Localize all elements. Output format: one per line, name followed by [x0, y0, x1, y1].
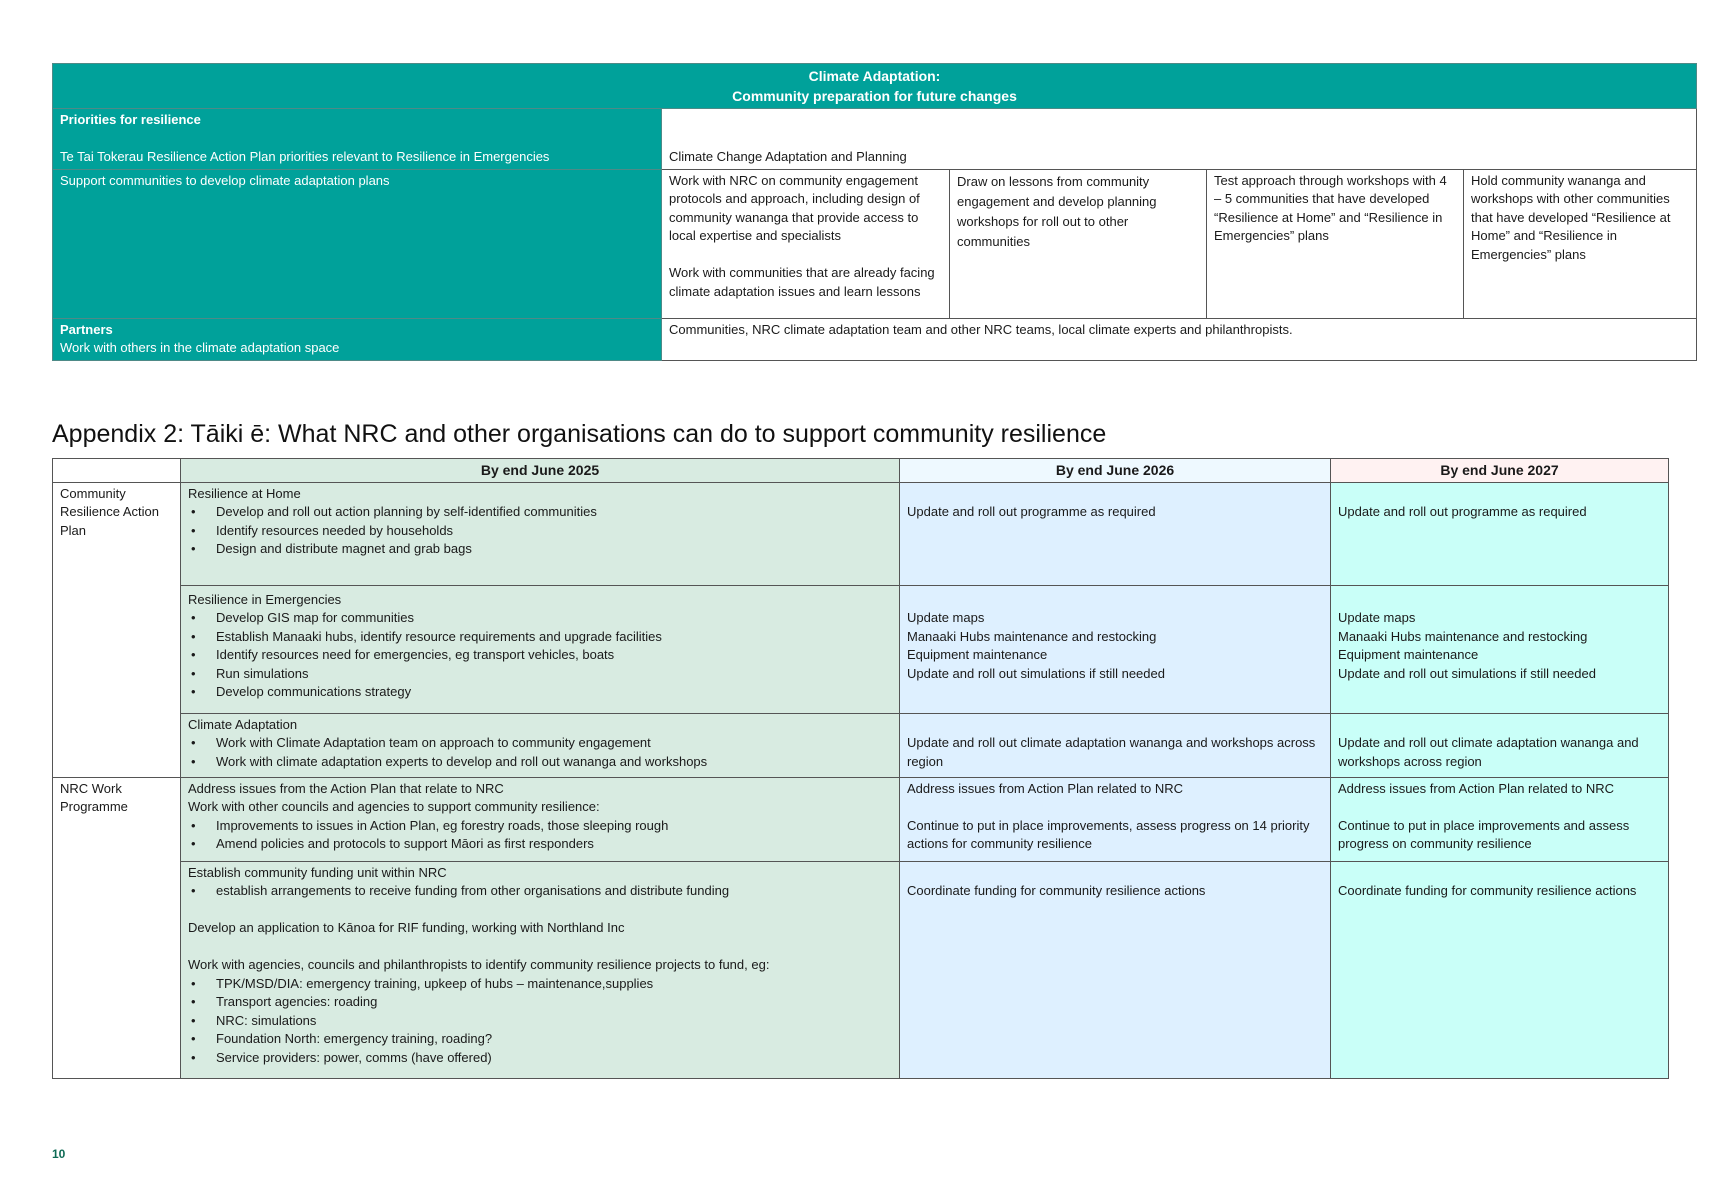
list-item: • Work with Climate Adaptation team on approach to community engagement: [216, 734, 892, 753]
rie-2026: [900, 585, 1331, 713]
list-item: • Develop communications strategy: [216, 683, 892, 702]
priorities-label: Priorities for resilience: [60, 112, 201, 127]
nrc1-list: [188, 817, 892, 854]
climate-col2-text: Draw on lessons from community engagement and develop planning workshops for roll out to other communities: [957, 173, 1157, 249]
rie-2026-line: Update maps: [907, 610, 985, 625]
list-item: • Design and distribute magnet and grab bags: [216, 540, 892, 559]
nrc2-2025: [181, 861, 900, 1078]
list-item: • Improvements to issues in Action Plan, eg forestry roads, those sleeping rough: [216, 817, 892, 836]
nrc2-2026: [900, 861, 1331, 1078]
rah-2025: [181, 482, 900, 585]
nrc1-2026-a: Address issues from Action Plan related to NRC: [907, 780, 1184, 796]
ca-list: [188, 734, 892, 771]
nrc2-list1: [188, 882, 892, 901]
ca-title: Climate Adaptation: [188, 716, 298, 732]
nrc2-line1: Establish community funding unit within NRC: [188, 864, 447, 880]
list-item: • establish arrangements to receive funding from other organisations and distribute funding: [216, 882, 892, 901]
list-item: • Work with climate adaptation experts to develop and roll out wananga and workshops: [216, 753, 892, 772]
partners-subtitle: Work with others in the climate adaptation space: [60, 340, 340, 355]
climate-table-title: [53, 64, 1697, 109]
nrc1-line2: Work with other councils and agencies to support community resilience:: [188, 799, 600, 814]
climate-col4: [1464, 169, 1697, 318]
list-item: • Foundation North: emergency training, roading?: [216, 1030, 892, 1049]
list-item: • Establish Manaaki hubs, identify resource requirements and upgrade facilities: [216, 628, 892, 647]
nrc2-line3: Work with agencies, councils and philanthropists to identify community resilience projects to fund, eg:: [188, 957, 770, 972]
page-number: 10: [52, 1147, 66, 1161]
cra-label: Community Resilience Action Plan: [60, 485, 159, 538]
support-label: Support communities to develop climate adaptation plans: [60, 172, 390, 188]
rie-2027: [1331, 585, 1669, 713]
header-2026: By end June 2026: [900, 459, 1331, 483]
nrc1-2027-a: Address issues from Action Plan related to NRC: [1338, 780, 1615, 796]
cra-label-cell: [53, 482, 181, 777]
list-item: • Identify resources needed by households: [216, 522, 892, 541]
nrc2-2027: [1331, 861, 1669, 1078]
header-2025: By end June 2025: [181, 459, 900, 483]
appendix-heading: Appendix 2: Tāiki ē: What NRC and other organisations can do to support community resilience: [52, 420, 1107, 448]
priorities-cell: [53, 109, 662, 170]
nrc2-list2: [188, 975, 892, 1068]
nrc2-line2: Develop an application to Kānoa for RIF funding, working with Northland Inc: [188, 920, 625, 935]
climate-title-line1: Climate Adaptation:: [808, 68, 941, 84]
planning-heading: Climate Change Adaptation and Planning: [669, 149, 907, 164]
climate-col3: [1207, 169, 1464, 318]
planning-heading-cell: [662, 109, 1697, 170]
rah-2027-text: Update and roll out programme as required: [1338, 504, 1587, 519]
list-item: • TPK/MSD/DIA: emergency training, upkeep of hubs – maintenance,supplies: [216, 975, 892, 994]
rie-2027-line: Update maps: [1338, 610, 1416, 625]
climate-col1-para2: Work with communities that are already facing climate adaptation issues and learn lessons: [669, 265, 935, 299]
header-2027: By end June 2027: [1331, 459, 1669, 483]
partners-cell: [53, 318, 662, 360]
ca-2026: [900, 713, 1331, 777]
climate-col1-para1: Work with NRC on community engagement protocols and approach, including design of community wananga that provide access to local expertise and specialists: [669, 172, 920, 243]
nrc-label: NRC Work Programme: [60, 780, 128, 814]
rie-2027-line: Manaaki Hubs maintenance and restocking: [1338, 628, 1588, 644]
rie-2025: [181, 585, 900, 713]
nrc2-2026-text: Coordinate funding for community resilience actions: [907, 883, 1206, 898]
partners-text: Communities, NRC climate adaptation team and other NRC teams, local climate experts and philanthropists.: [669, 321, 1293, 337]
rah-title: Resilience at Home: [188, 485, 301, 501]
ca-2027-text: Update and roll out climate adaptation wananga and workshops across region: [1338, 735, 1639, 769]
rah-2026: [900, 482, 1331, 585]
list-item: • Service providers: power, comms (have offered): [216, 1049, 892, 1068]
climate-col1: [662, 169, 950, 318]
rie-list: [188, 609, 892, 702]
nrc1-2026-b: Continue to put in place improvements, assess progress on 14 priority actions for community resilience: [907, 817, 1310, 851]
nrc1-line1: Address issues from the Action Plan that relate to NRC: [188, 780, 504, 796]
rah-list: [188, 503, 892, 559]
rie-2026-line: Update and roll out simulations if still needed: [907, 665, 1165, 681]
nrc2-2027-text: Coordinate funding for community resilience actions: [1338, 883, 1637, 898]
climate-col4-text: Hold community wananga and workshops with other communities that have developed “Resilience at Home” and “Resilience in Emergencies” plans: [1471, 172, 1671, 262]
rie-2026-line: Manaaki Hubs maintenance and restocking: [907, 628, 1157, 644]
ca-2025: [181, 713, 900, 777]
climate-col2: [950, 169, 1207, 318]
nrc1-2027-b: Continue to put in place improvements and assess progress on community resilience: [1338, 817, 1630, 851]
rie-2027-line: Update and roll out simulations if still needed: [1338, 665, 1596, 681]
list-item: • Develop GIS map for communities: [216, 609, 892, 628]
partners-text-cell: [662, 318, 1697, 360]
rah-2026-text: Update and roll out programme as required: [907, 504, 1156, 519]
rie-2027-line: Equipment maintenance: [1338, 647, 1479, 662]
list-item: • Transport agencies: roading: [216, 993, 892, 1012]
list-item: • Develop and roll out action planning by self-identified communities: [216, 503, 892, 522]
support-label-cell: [53, 169, 662, 318]
ca-2026-text: Update and roll out climate adaptation wananga and workshops across region: [907, 735, 1316, 769]
list-item: • Identify resources need for emergencies, eg transport vehicles, boats: [216, 646, 892, 665]
nrc1-2027: [1331, 777, 1669, 861]
list-item: • NRC: simulations: [216, 1012, 892, 1031]
priorities-subtitle: Te Tai Tokerau Resilience Action Plan priorities relevant to Resilience in Emergencies: [60, 149, 550, 164]
list-item: • Amend policies and protocols to support Māori as first responders: [216, 835, 892, 854]
resilience-roadmap-table: [52, 458, 1669, 1079]
partners-label: Partners: [60, 321, 113, 337]
climate-title-line2: Community preparation for future changes: [732, 88, 1017, 104]
climate-adaptation-table: [52, 63, 1697, 361]
blank-header: [53, 459, 181, 483]
nrc1-2025: [181, 777, 900, 861]
rah-2027: [1331, 482, 1669, 585]
rie-title: Resilience in Emergencies: [188, 591, 342, 607]
list-item: • Run simulations: [216, 665, 892, 684]
ca-2027: [1331, 713, 1669, 777]
climate-col3-text: Test approach through workshops with 4 – 5 communities that have developed “Resilience at Home” and “Resilience in Emergencies” plans: [1214, 172, 1447, 243]
nrc-label-cell: [53, 777, 181, 1078]
rie-2026-line: Equipment maintenance: [907, 647, 1048, 662]
nrc1-2026: [900, 777, 1331, 861]
